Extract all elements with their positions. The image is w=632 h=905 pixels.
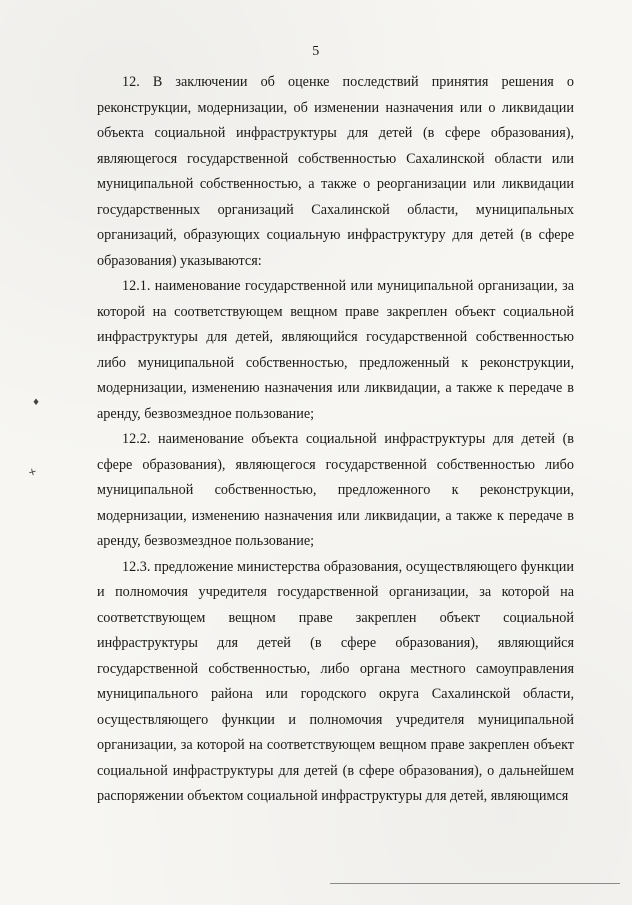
paragraph-12-1: 12.1. наименование государственной или муниципальной организации, за которой на соответствующем вещном праве закреплен объект социальной инфраструктуры для детей, являющийся государственной собственностью либо муниципальной собственностью, предложенный к реконструкции, модернизации, изменению назначения или ликвидации, а также к передаче в аренду, безвозмездное пользование; [97, 278, 574, 422]
scan-speck: ♦ [32, 398, 41, 408]
paragraph-12-3: 12.3. предложение министерства образования, осуществляющего функции и полномочия учредителя государственной организации, за которой на соответствующем вещном праве закреплен объект социальной инфраструктуры для детей (в сфере образования), являющийся государственной собственностью, либо органа местного самоуправления муниципального района или городского округа Сахалинской области, осуществляющего функции и полномочия учредителя муниципальной организации, за которой на соответствующем вещном праве закреплен объект социальной инфраструктуры для детей (в сфере образования), о дальнейшем распоряжении объектом социальной инфраструктуры для детей, являющимся [97, 558, 574, 804]
scan-speck: ✕ [26, 466, 38, 480]
bottom-divider [330, 883, 620, 884]
paragraph-12: 12. В заключении об оценке последствий принятия решения о реконструкции, модернизации, об изменении назначения или о ликвидации объекта социальной инфраструктуры для детей (в сфере образования), являющегося государственной собственностью Сахалинской области или муниципальной собственностью, а также о реорганизации или ликвидации государственных организаций Сахалинской области, муниципальных организаций, образующих социальную инфраструктуру для детей (в сфере образования) указываются: [97, 74, 574, 269]
document-body [97, 70, 574, 810]
page-number: 5 [312, 44, 320, 59]
paragraph-12-2: 12.2. наименование объекта социальной инфраструктуры для детей (в сфере образования), являющегося государственной собственностью либо муниципальной собственностью, предложенного к реконструкции, модернизации, изменению назначения или ликвидации, а также к передаче в аренду, безвозмездное пользование; [97, 431, 574, 549]
